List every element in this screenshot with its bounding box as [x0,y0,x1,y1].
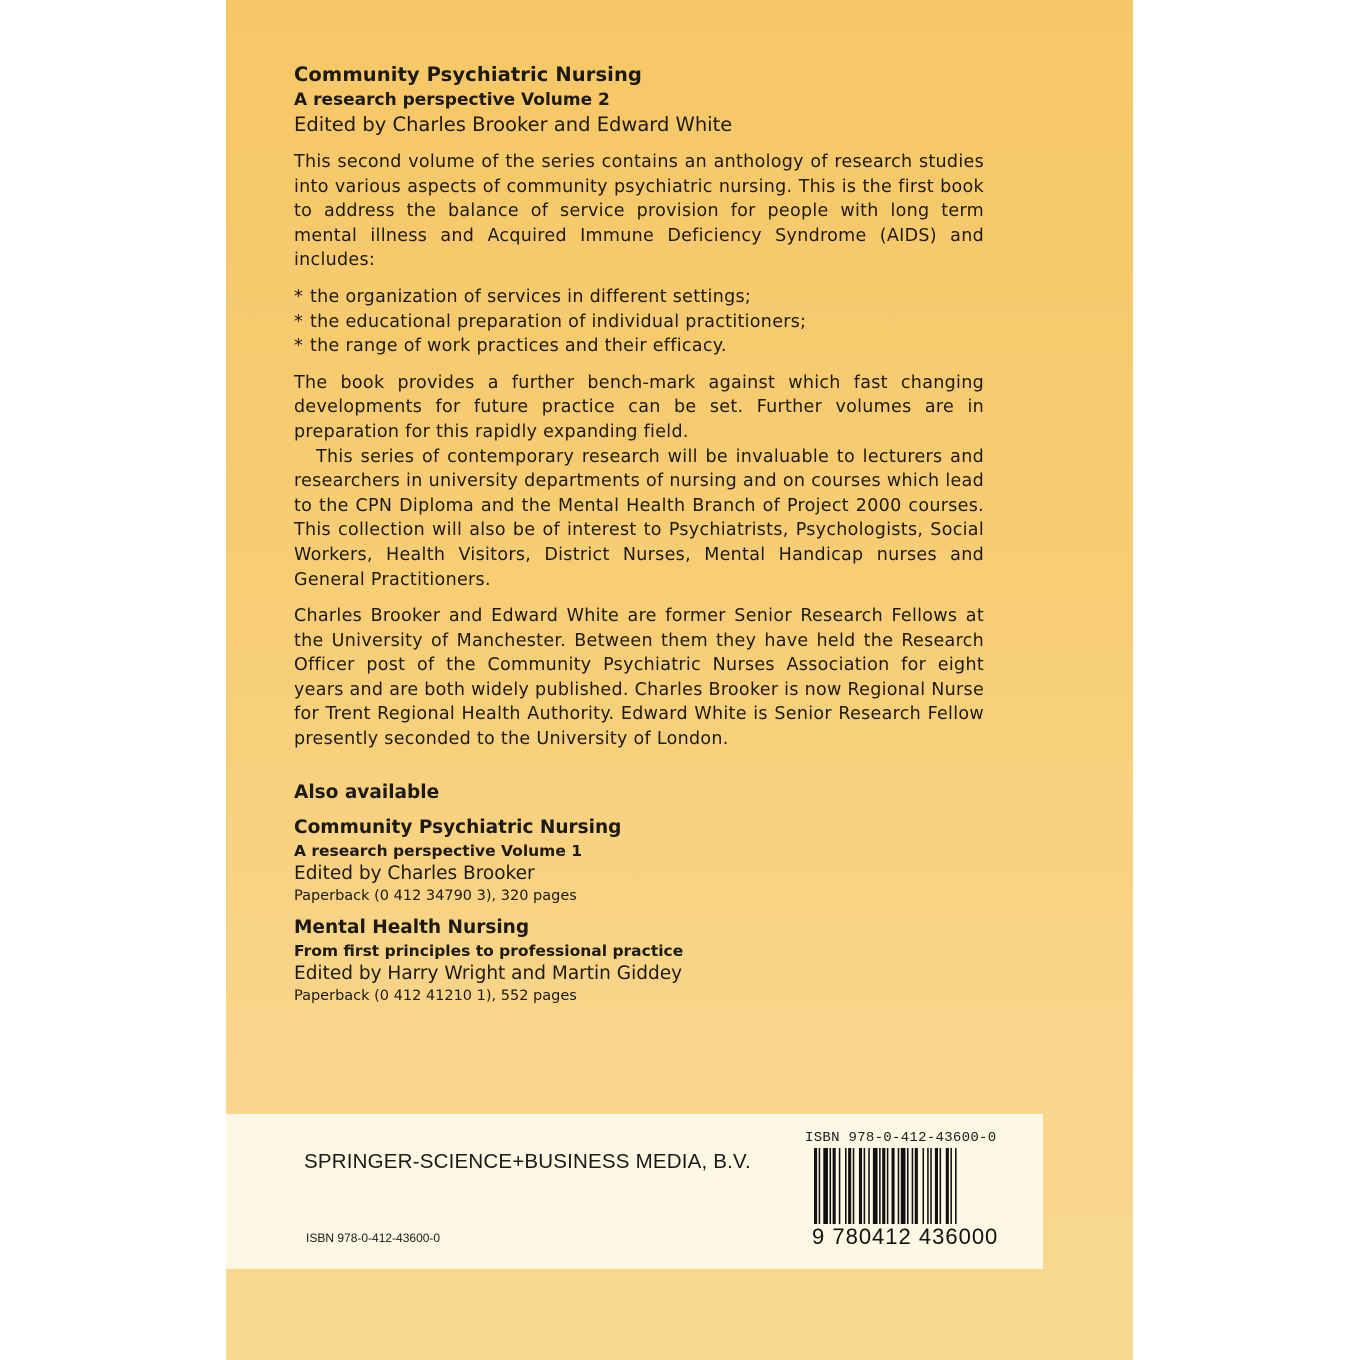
barcode-bar [833,1148,836,1236]
audience-paragraph: This series of contemporary research will be invaluable to lecturers and researchers in university departments of nursing and on courses which lead to the CPN Diploma and the Mental Health Branch of Project 2000 courses. This collection will also be of interest to Psychiatrists, Psychologists, Social Workers, Health Visitors, District Nurses, Mental Handicap nurses and General Practitioners. [294,446,984,590]
list-item [294,310,984,335]
bullet-symbol: * [294,336,304,357]
list-item [294,285,984,310]
feature-list [294,285,984,359]
barcode-bar [882,1148,885,1236]
book-editors: Edited by Charles Brooker and Edward White [294,113,733,136]
related-book-entry [294,816,984,906]
related-book-details: Paperback (0 412 41210 1), 552 pages [294,987,577,1004]
barcode-bar [923,1148,925,1236]
list-item-text: the range of work practices and their efficacy. [310,336,727,357]
related-book-editors: Edited by Charles Brooker [294,862,535,884]
publisher-name: SPRINGER-SCIENCE+BUSINESS MEDIA, B.V. [304,1150,751,1173]
book-title: Community Psychiatric Nursing [294,63,642,86]
intro-paragraph: This second volume of the series contains an anthology of research studies into various aspects of community psychiatric nursing. This is the first book to address the balance of service provision for people with long term mental illness and Acquired Immune Deficiency Syndrome (AIDS) and includes: [294,152,984,271]
barcode-bar [915,1148,918,1236]
barcode-bar [927,1148,929,1236]
list-item-text: the educational preparation of individual practitioners; [310,311,807,332]
barcode-bar [853,1148,855,1236]
barcode-bar [901,1148,906,1236]
bullet-symbol: * [294,311,304,332]
barcode-bar [859,1148,862,1236]
barcode-bar [935,1148,938,1236]
barcode-bar [898,1148,900,1236]
barcode-bar [912,1148,914,1236]
benchmark-paragraph: The book provides a further bench-mark against which fast changing developments for future practice can be set. Further volumes are in preparation for this rapidly expanding field. [294,372,984,442]
related-book-editors: Edited by Harry Wright and Martin Giddey [294,962,683,984]
related-book-subtitle: From first principles to professional practice [294,941,684,960]
related-book-details: Paperback (0 412 34790 3), 320 pages [294,887,577,904]
book-back-cover [226,0,1133,1360]
barcode-bar [868,1148,870,1236]
barcode-bar [907,1148,909,1236]
related-book-title: Community Psychiatric Nursing [294,816,622,838]
related-book-title: Mental Health Nursing [294,916,530,938]
barcode-bar [864,1148,866,1236]
related-book-entry [294,916,984,1006]
publisher-footer-band [226,1114,1043,1269]
cover-text-block [294,62,984,1006]
list-item-text: the organization of services in different settings; [310,286,752,307]
barcode-bar [848,1148,851,1236]
book-subtitle: A research perspective Volume 2 [294,90,610,110]
editors-bio-paragraph: Charles Brooker and Edward White are former Senior Research Fellows at the University of Manchester. Between them they have held the Research Officer post of the Community Psychiatric Nurses Association for eight years and are both widely published. Charles Brooker is now Regional Nurse for Trent Regional Health Authority. Edward White is Senior Research Fellow presently seconded to the University of London. [294,606,985,750]
barcode-bar [946,1148,949,1236]
list-item [294,334,984,359]
isbn-text: ISBN 978-0-412-43600-0 [306,1231,441,1245]
barcode-isbn-label: ISBN 978-0-412-43600-0 [805,1130,997,1146]
barcode-bar [879,1148,881,1236]
barcode-bar [873,1148,878,1236]
barcode-bar [830,1148,832,1236]
barcode-bar [823,1148,828,1236]
also-available-heading: Also available [294,781,440,803]
barcode-digits: 9 780412 436000 [812,1224,999,1249]
related-book-subtitle: A research perspective Volume 1 [294,841,583,860]
barcode-bar [839,1148,841,1236]
barcode-bar [845,1148,847,1236]
bullet-symbol: * [294,286,304,307]
barcode-bar [940,1148,942,1236]
barcode-bar [930,1148,932,1236]
